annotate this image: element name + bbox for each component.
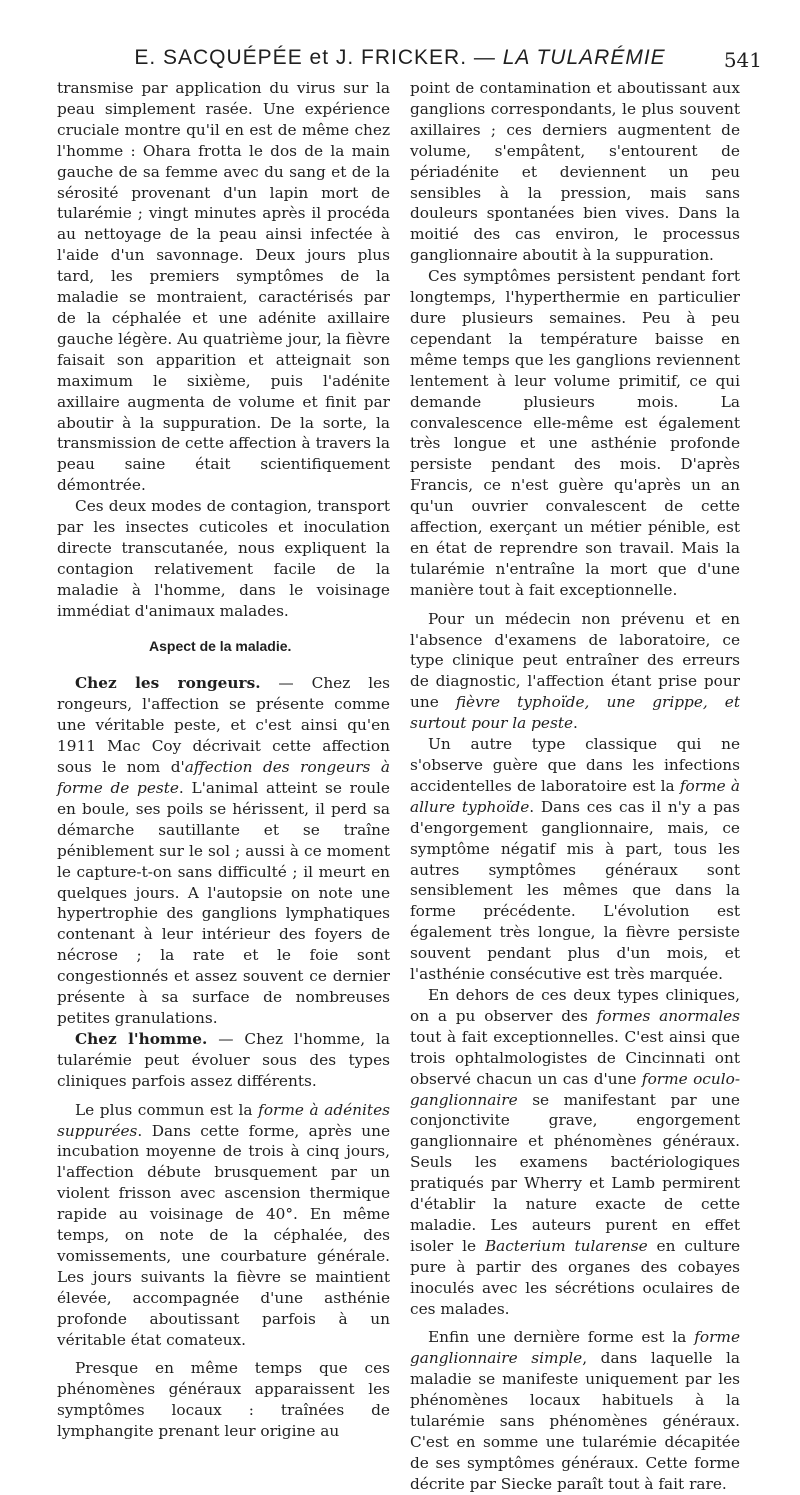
right-column <box>410 78 740 1495</box>
paragraph: transmise par application du virus sur la peau simplement rasée. Une expérience cruciale montre qu'il en est de même chez l'homme : Ohara frotta le dos de la main gauche de sa femme avec du sang et de la sérosité provenant d'un lapin mort de tularémie ; vingt minutes après il procéda au nettoyage de la peau ainsi infectée à l'aide d'un savonnage. Deux jours plus tard, les premiers symptômes de la maladie se montraient, caractérisés par de la céphalée et une adénite axillaire gauche légère. Au quatrième jour, la fièvre faisait son apparition et atteignait son maximum le sixième, puis l'adénite axillaire augmenta de volume et finit par aboutir à la suppuration. De la sorte, la transmission de cette affection à travers la peau saine était scientifiquement démontrée. <box>57 79 390 495</box>
subheading-rongeurs: Chez les rongeurs. <box>75 674 261 693</box>
text-run: Un autre type classique qui ne s'observe guère que dans les infections accidentelles de laboratoire est la <box>410 735 740 795</box>
paragraph: Ces symptômes persistent pendant fort longtemps, l'hyperthermie en particulier dure plusieurs semaines. Peu à peu cependant la température baisse en même temps que les ganglions reviennent lentement à leur volume primitif, ce qui demande plusieurs mois. La convalescence elle-même est également très longue et une asthénie profonde persiste pendant des mois. D'après Francis, ce n'est guère qu'après un an qu'un ouvrier convalescent de cette affection, exerçant un métier pénible, est en état de reprendre son travail. Mais la tularémie n'entraîne la mort que d'une manière tout à fait exceptionnelle. <box>410 267 740 599</box>
text-run: , dans laquelle la maladie se manifeste uniquement par les phénomènes locaux habituels à la tularémie sans phénomènes généraux. C'est en somme une tularémie décapitée de ses symptômes généraux. Cette forme décrite par Siecke paraît tout à fait rare. <box>410 1349 740 1493</box>
italic-term: affection des rongeurs à forme de peste <box>57 758 390 797</box>
italic-term: Bacterium tularense <box>484 1236 648 1255</box>
text-run: Enfin une dernière forme est la <box>428 1328 695 1347</box>
paragraph <box>57 673 390 1028</box>
text-run: — Chez les rongeurs, l'affection se présente comme une véritable peste, et c'est ainsi qu'en 1911 Mac Coy décrivait cette affection sous le nom d' <box>57 674 390 777</box>
paragraph <box>410 1327 740 1494</box>
italic-term: formes anormales <box>596 1006 740 1025</box>
paragraph <box>410 734 740 985</box>
text-run: se manifestant par une conjonctivite grave, engorgement ganglionnaire et phénomènes généraux. Seuls les examens bactériologiques pratiqués par Wherry et Lamb permirent d'établir la nature exacte de cette maladie. Les auteurs purent en effet isoler le <box>410 1090 740 1255</box>
text-run: tout à fait exceptionnelles. C'est ainsi que trois ophtalmologistes de Cincinnati ont observé chacun un cas d'une <box>410 1027 740 1088</box>
paragraph: Ces deux modes de contagion, transport par les insectes cuticoles et inoculation directe transcutanée, nous expliquent la contagion relativement facile de la maladie à l'homme, dans le voisinage immédiat d'animaux malades. <box>57 497 390 620</box>
italic-term: forme à allure typhoïde <box>410 776 740 816</box>
text-run: — Chez l'homme, la tularémie peut évoluer sous des types cliniques parfois assez différents. <box>57 1029 390 1090</box>
text-run: Pour un médecin non prévenu et en l'absence d'examens de laboratoire, ce type clinique peut entraîner des erreurs de diagnostic, l'affection étant prise pour une <box>410 609 740 712</box>
text-run: . Dans ces cas il n'y a pas d'engorgement ganglionnaire, mais, ce symptôme négatif mis à part, tous les autres symptômes généraux sont sensiblement les mêmes que dans la forme précédente. L'évolution est également très longue, la fièvre persiste souvent pendant plus d'un mois, et l'asthénie consécutive est très marquée. <box>410 797 740 984</box>
text-run: . Dans cette forme, après une incubation moyenne de trois à cinq jours, l'affection débute brusquement par un violent frisson avec ascension thermique rapide au voisinage de 40°. En même temps, on note de la céphalée, des vomissements, une courbature générale. Les jours suivants la fièvre se maintient élevée, accompagnée d'une asthénie profonde aboutissant parfois à un véritable état comateux. <box>57 1121 390 1349</box>
header-dash: — <box>467 46 503 69</box>
running-title <box>0 46 800 70</box>
text-run: . L'animal atteint se roule en boule, ses poils se hérissent, il perd sa démarche sautillante et se traîne péniblement sur le sol ; aussi à ce moment le capture-t-on sans difficulté ; il meurt en quelques jours. A l'autopsie on note une hypertrophie des ganglions lymphatiques contenant à leur intérieur des foyers de nécrose ; la rate et le foie sont congestionnés et assez souvent ce dernier présente à sa surface de nombreuses petites granulations. <box>57 779 390 1027</box>
italic-term: forme à adénites suppurées <box>57 1100 390 1140</box>
paragraph <box>410 985 740 1320</box>
page-number: 541 <box>723 48 762 72</box>
header-authors: E. SACQUÉPÉE et J. FRICKER. <box>134 46 468 69</box>
paragraph <box>57 1029 390 1092</box>
section-heading: Aspect de la maladie. <box>149 637 292 654</box>
italic-term: forme oculo-ganglionnaire <box>410 1069 740 1109</box>
left-column <box>57 78 390 1442</box>
text-run: en culture pure à partir des organes des cobayes inoculés avec les sécrétions oculaires de ces malades. <box>410 1236 741 1318</box>
paragraph: Presque en même temps que ces phénomènes généraux apparaissent les symptômes locaux : traînées de lymphangite prenant leur origine au <box>57 1359 390 1441</box>
paragraph: point de contamination et aboutissant aux ganglions correspondants, le plus souvent axillaires ; ces derniers augmentent de volume, s'empâtent, s'entourent de périadénite et deviennent un peu sensibles à la pression, mais sans douleurs spontanées bien vives. Dans la moitié des cas environ, le processus ganglionnaire aboutit à la suppuration. <box>410 79 740 265</box>
text-run: Le plus commun est la <box>75 1100 259 1119</box>
italic-term: fièvre typhoïde, une grippe, et surtout pour la peste <box>410 693 741 733</box>
header-title: LA TULARÉMIE <box>502 46 666 69</box>
paragraph <box>57 1100 390 1351</box>
subheading-homme: Chez l'homme. <box>75 1029 208 1048</box>
running-header <box>0 40 800 80</box>
italic-term: forme ganglionnaire simple <box>410 1328 740 1368</box>
paragraph <box>410 609 740 734</box>
text-run: En dehors de ces deux types cliniques, on a pu observer des <box>410 985 740 1025</box>
text-run: . <box>573 714 578 733</box>
